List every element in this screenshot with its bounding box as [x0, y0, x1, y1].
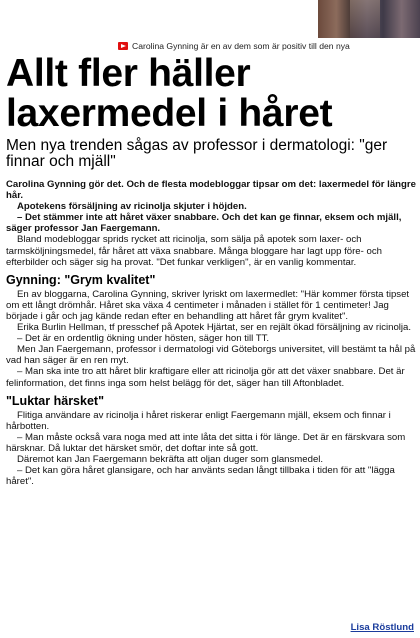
lead-paragraph-3: – Det stämmer inte att håret växer snabbare. Och det kan ge finnar, eksem och mjäll, säger professor Jan Faergemann.	[6, 212, 402, 235]
photo-caption	[118, 39, 418, 53]
article-photo	[0, 0, 420, 38]
headline: Allt fler häller laxermedel i håret	[6, 52, 333, 135]
section1-paragraph: – Det är en ordentlig ökning under hösten, säger hon till TT.	[17, 333, 270, 345]
lead-paragraph-2: Apotekens försäljning av ricinolja skjuter i höjden.	[17, 201, 247, 213]
photo-shadow	[350, 0, 380, 38]
subheadline: Men nya trenden sågas av professor i dermatologi: "ger finnar och mjäll"	[6, 137, 388, 170]
photo-caption-text: Carolina Gynning är en av dem som är positiv till den nya	[132, 41, 350, 51]
author-byline-link[interactable]: Lisa Röstlund	[350, 622, 414, 633]
section1-paragraph: – Man ska inte tro att håret blir kraftigare eller att ricinolja gör att det växer snabbare. Det är felinformation, det finns inga som helst belägg för det, säger han till Aftonbladet.	[6, 366, 405, 389]
section2-paragraph: – Man måste också vara noga med att inte låta det sitta i för länge. Det är en färskvara som härsknar. Då luktar det härsket smör, det doftar inte så gott.	[6, 431, 406, 454]
section2-paragraph: Flitiga användare av ricinolja i håret riskerar enligt Faergemann mjäll, eksem och finnar i hårbotten.	[6, 409, 391, 432]
section-heading-gynning: Gynning: "Grym kvalitet"	[6, 272, 156, 287]
section-heading-luktar: "Luktar härsket"	[6, 393, 104, 408]
section1-paragraph: Erika Burlin Hellman, tf presschef på Apotek Hjärtat, ser en rejält ökad försäljning av ricinolja.	[17, 322, 412, 334]
section1-paragraph: En av bloggarna, Carolina Gynning, skriver lyriskt om laxermedlet: "Här kommer första tipset om ett långt drömhår. Håret ska växa 4 centimeter i månaden i stället för 1 centimeter! Jag började i går och jag kände redan efter en behandling att håret får grym kvalitet".	[6, 288, 410, 322]
photo-left-area	[0, 0, 318, 38]
section2-paragraph: Däremot kan Jan Faergemann bekräfta att oljan duger som glansmedel.	[17, 453, 324, 465]
video-icon[interactable]	[118, 42, 128, 50]
intro-paragraph: Bland modebloggar sprids rycket att ricinolja, som sälja på apotek som laxer- och tarmsköljningsmedel, får håret att växa snabbare. Många bloggare har lagt upp före- och efterbilder och säger sig ha provat. "Det funkar verkligen", är en vanlig kommentar.	[6, 234, 382, 268]
section1-paragraph: Men Jan Faergemann, professor i dermatologi vid Göteborgs universitet, vill bestämt ta hål på vad han säger är en ren myt.	[6, 344, 416, 367]
lead-paragraph-1: Carolina Gynning gör det. Och de flesta modebloggar tipsar om det: laxermedel för längre hår.	[6, 179, 416, 202]
section2-paragraph: – Det kan göra håret glansigare, och har använts sedan långt tillbaka i tiden för att "lägga håret".	[6, 465, 395, 488]
article-body	[6, 179, 418, 487]
